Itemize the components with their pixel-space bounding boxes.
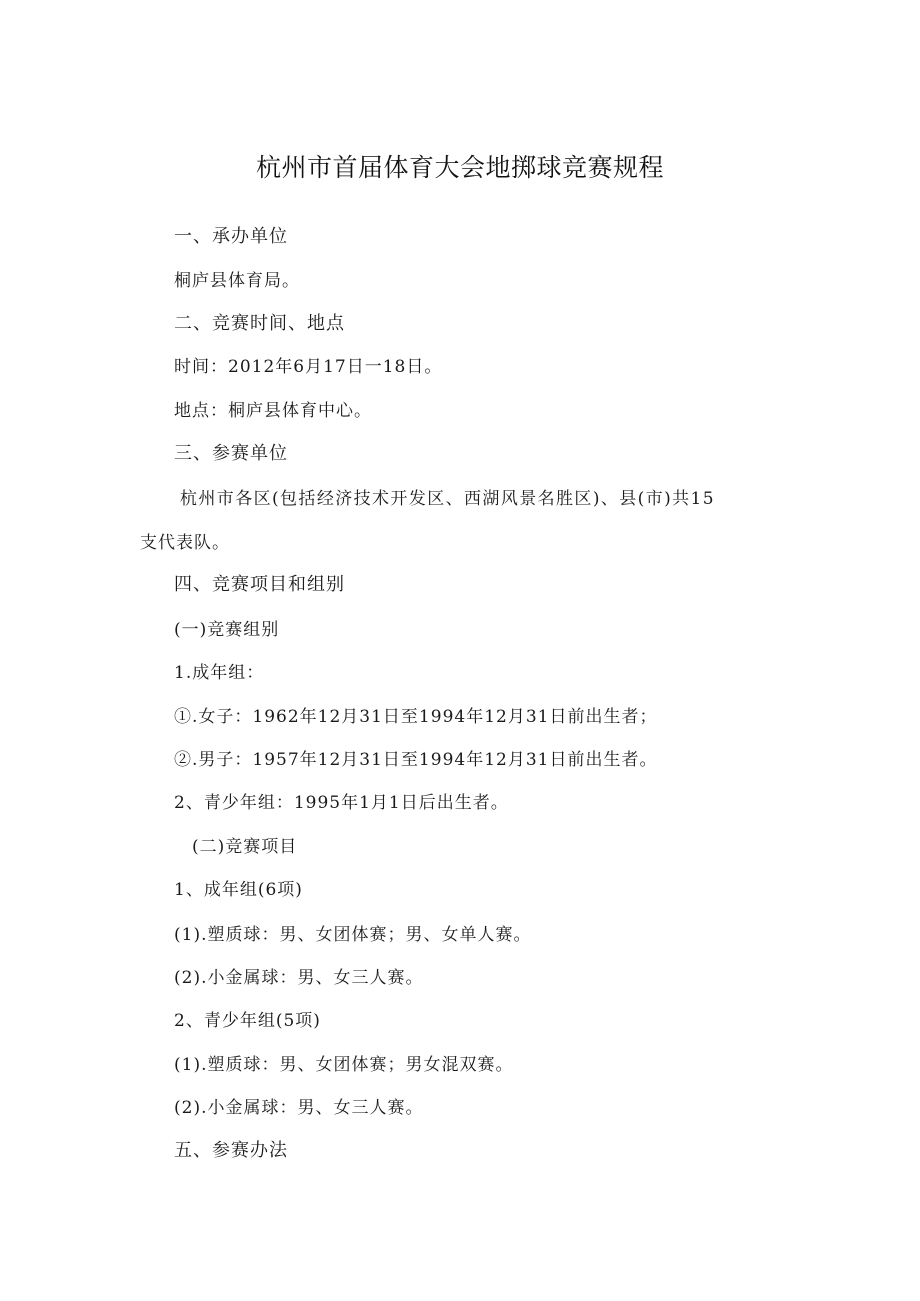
adult-metal-ball-events: (2).小金属球：男、女三人赛。 xyxy=(174,968,424,988)
organizer-text: 桐庐县体育局。 xyxy=(174,271,300,291)
section-heading-time-place: 二、竞赛时间、地点 xyxy=(174,313,345,334)
youth-group-criteria: 2、青少年组：1995年1月1日后出生者。 xyxy=(174,793,509,813)
adult-female-criteria: ①.女子：1962年12月31日至1994年12月31日前出生者； xyxy=(174,707,658,727)
participants-text: 杭州市各区(包括经济技术开发区、西湖风景名胜区)、县(市)共15 xyxy=(180,489,715,509)
subsection-events: (二)竞赛项目 xyxy=(192,837,298,857)
subsection-groups: (一)竞赛组别 xyxy=(174,620,280,640)
document-title: 杭州市首届体育大会地掷球竞赛规程 xyxy=(255,153,664,182)
adult-male-criteria: ②.男子：1957年12月31日至1994年12月31日前出生者。 xyxy=(174,750,658,770)
adult-group-label: 1.成年组： xyxy=(174,663,265,683)
place-text: 地点：桐庐县体育中心。 xyxy=(174,401,372,421)
adult-events-label: 1、成年组(6项) xyxy=(174,880,303,900)
participants-text-continued: 支代表队。 xyxy=(140,533,230,553)
youth-plastic-ball-events: (1).塑质球：男、女团体赛；男女混双赛。 xyxy=(174,1055,514,1075)
time-text: 时间：2012年6月17日一18日。 xyxy=(174,357,443,377)
section-heading-participants: 三、参赛单位 xyxy=(174,443,288,464)
adult-plastic-ball-events: (1).塑质球：男、女团体赛；男、女单人赛。 xyxy=(174,925,532,945)
section-heading-organizer: 一、承办单位 xyxy=(174,226,288,247)
section-heading-entry-method: 五、参赛办法 xyxy=(174,1140,288,1161)
youth-metal-ball-events: (2).小金属球：男、女三人赛。 xyxy=(174,1098,424,1118)
section-heading-events-groups: 四、竞赛项目和组别 xyxy=(174,574,345,595)
youth-events-label: 2、青少年组(5项) xyxy=(174,1011,321,1031)
